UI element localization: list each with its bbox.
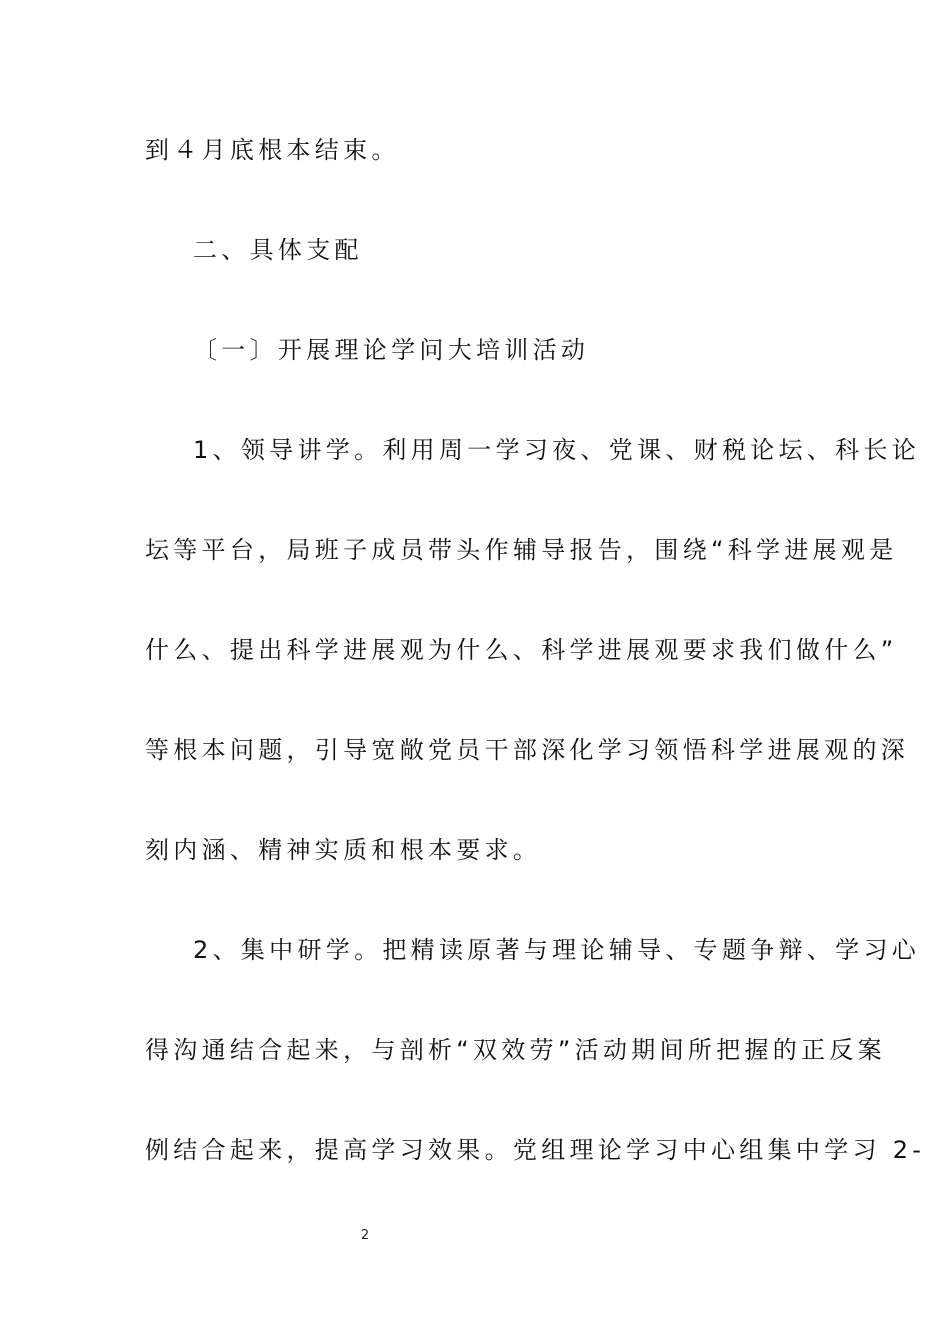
text-line: 例结合起来，提高学习效果。党组理论学习中心组集中学习 2- <box>145 1136 926 1164</box>
text-line: 等根本问题，引导宽敞党员干部深化学习领悟科学进展观的深 <box>145 736 910 764</box>
subsection-heading: 〔一〕开展理论学问大培训活动 <box>193 336 590 364</box>
text-line: 2、集中研学。把精读原著与理论辅导、专题争辩、学习心 <box>193 936 921 964</box>
page-number: 2 <box>360 1228 370 1243</box>
section-heading: 二、具体支配 <box>193 236 363 264</box>
text-line: 到４月底根本结束。 <box>145 136 400 164</box>
text-line: 什么、提出科学进展观为什么、科学进展观要求我们做什么” <box>145 636 898 664</box>
text-line: 得沟通结合起来，与剖析“双效劳”活动期间所把握的正反案 <box>145 1036 886 1064</box>
text-line: 坛等平台，局班子成员带头作辅导报告，围绕“科学进展观是 <box>145 536 898 564</box>
text-line: 刻内涵、精神实质和根本要求。 <box>145 836 542 864</box>
text-line: 1、领导讲学。利用周一学习夜、党课、财税论坛、科长论 <box>193 436 921 464</box>
